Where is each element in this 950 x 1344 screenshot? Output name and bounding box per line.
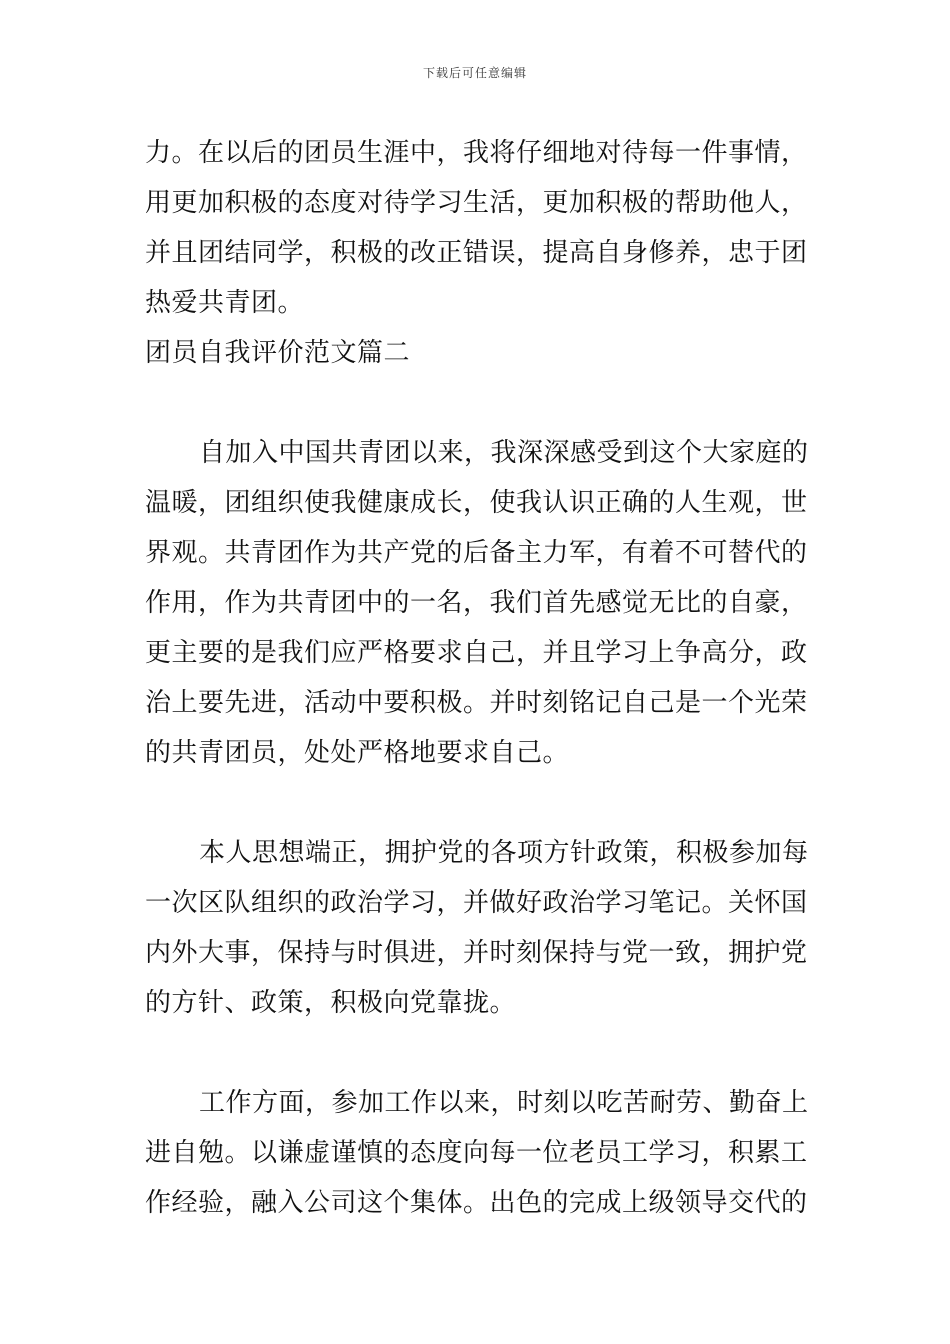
text-line: 温暖，团组织使我健康成长，使我认识正确的人生观，世 — [145, 488, 808, 518]
text-line: 作用，作为共青团中的一名，我们首先感觉无比的自豪， — [145, 588, 808, 618]
document-body — [145, 128, 809, 1228]
text-line: 自加入中国共青团以来，我深深感受到这个大家庭的 — [199, 438, 809, 468]
paragraph — [145, 828, 809, 1028]
paragraph — [145, 428, 809, 778]
text-line: 治上要先进，活动中要积极。并时刻铭记自己是一个光荣 — [145, 688, 808, 718]
text-line: 本人思想端正，拥护党的各项方针政策，积极参加每 — [199, 838, 809, 868]
blank-line — [145, 778, 809, 828]
blank-line — [145, 378, 809, 428]
paragraph — [145, 1078, 809, 1228]
text-line: 界观。共青团作为共产党的后备主力军，有着不可替代的 — [145, 538, 808, 568]
paragraph-continued — [145, 128, 809, 328]
section-heading — [145, 328, 809, 378]
text-line: 热爱共青团。 — [145, 288, 305, 318]
page-header: 下载后可任意编辑 — [422, 66, 527, 80]
text-line: 用更加积极的态度对待学习生活，更加积极的帮助他人， — [145, 188, 808, 218]
text-line: 力。在以后的团员生涯中，我将仔细地对待每一件事情， — [145, 138, 808, 168]
text-line: 的方针、政策，积极向党靠拢。 — [145, 988, 517, 1018]
text-line: 更主要的是我们应严格要求自己，并且学习上争高分，政 — [145, 638, 808, 668]
text-line: 内外大事，保持与时俱进，并时刻保持与党一致，拥护党 — [145, 938, 808, 968]
text-line: 的共青团员，处处严格地要求自己。 — [145, 738, 570, 768]
heading-text: 团员自我评价范文篇二 — [145, 338, 411, 368]
text-line: 工作方面，参加工作以来，时刻以吃苦耐劳、勤奋上 — [199, 1088, 809, 1118]
text-line: 并且团结同学，积极的改正错误，提高自身修养，忠于团 — [145, 238, 808, 268]
blank-line — [145, 1028, 809, 1078]
text-line: 一次区队组织的政治学习，并做好政治学习笔记。关怀国 — [145, 888, 808, 918]
text-line: 进自勉。以谦虚谨慎的态度向每一位老员工学习，积累工 — [145, 1138, 808, 1168]
text-line: 作经验，融入公司这个集体。出色的完成上级领导交代的 — [145, 1188, 808, 1218]
